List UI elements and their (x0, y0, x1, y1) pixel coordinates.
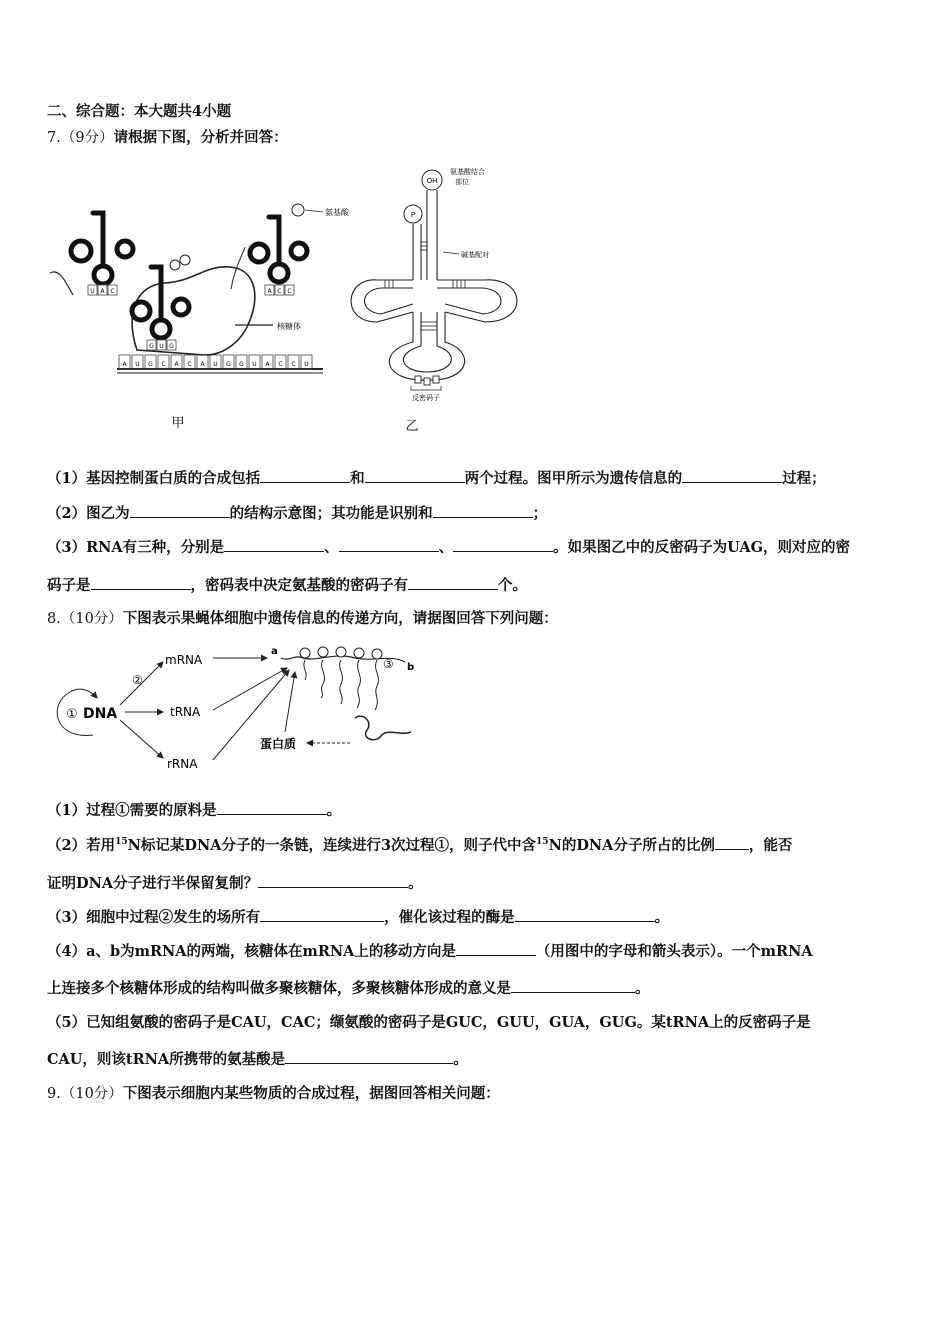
mrna-base: A (174, 361, 179, 368)
trna2-anticodon (147, 340, 176, 350)
figure-q8-gene-expression (45, 640, 425, 775)
q7-part1 (47, 468, 826, 489)
q8-p3-text-b: ，催化该过程的酶是 (384, 909, 515, 926)
q9-stem: 下图表示细胞内某些物质的合成过程，据图回答相关问题： (122, 1085, 500, 1102)
label-binding-site-2: 部位 (455, 178, 469, 186)
polysome-ribosomes (300, 647, 382, 659)
answer-blank[interactable] (285, 1049, 453, 1064)
q9-header (47, 1084, 500, 1104)
answer-blank[interactable] (260, 907, 384, 922)
q7-p3-text-e: 码子是 (47, 577, 91, 594)
q7-p3-text-d: 。如果图乙中的反密码子为UAG，则对应的密 (553, 539, 850, 556)
anticodon-base: C (287, 288, 292, 295)
mrna-base: C (187, 361, 192, 368)
label-p: P (410, 211, 416, 219)
figure-jia-translation (45, 195, 349, 440)
label-binding-site-1: 氨基酸结合 (450, 168, 485, 176)
mrna-bases (119, 355, 312, 369)
q7-p1-text-a: （1）基因控制蛋白质的合成包括 (47, 470, 261, 487)
mrna-base: G (226, 361, 231, 368)
answer-blank[interactable] (408, 575, 498, 590)
q7-p1-text-c: 两个过程。图甲所示为遗传信息的 (464, 470, 683, 487)
q8-p4b-text-a: 上连接多个核糖体形成的结构叫做多聚核糖体，多聚核糖体形成的意义是 (47, 980, 511, 997)
polypeptide-chains (304, 660, 379, 710)
figure-jia-caption: 甲 (171, 416, 185, 431)
label-oh: OH (426, 177, 438, 185)
mrna-base: C (161, 361, 166, 368)
anticodon-base: C (277, 288, 282, 295)
answer-blank[interactable] (715, 835, 749, 850)
figure-yi-trna-structure (335, 162, 535, 437)
answer-blank[interactable] (365, 468, 465, 483)
figure-yi-caption: 乙 (405, 419, 419, 434)
q8-p5b-text-b: 。 (453, 1051, 468, 1068)
trna3-anticodon (265, 285, 294, 295)
q7-part3 (47, 537, 850, 558)
superscript-15: 15 (115, 837, 128, 847)
label-base-pairing: 碱基配对 (461, 251, 489, 259)
mrna-base: U (213, 361, 218, 368)
q8-p4-text-b: （用图中的字母和箭头表示）。一个mRNA (535, 943, 813, 960)
answer-blank[interactable] (511, 978, 635, 993)
q8-part4-cont (47, 978, 650, 999)
q7-p2-text-b: 的结构示意图；其功能是识别和 (229, 505, 433, 522)
mrna-base: U (135, 361, 140, 368)
q8-header (47, 609, 558, 629)
label-step3: ③ (383, 657, 394, 671)
q8-p1-text-b: 。 (326, 802, 342, 819)
mrna-base: G (239, 361, 244, 368)
q7-p3-text-a: （3）RNA有三种，分别是 (47, 539, 225, 556)
answer-blank[interactable] (456, 941, 536, 956)
q9-number: 9. (47, 1086, 61, 1102)
q8-p2b-text-a: 证明DNA分子进行半保留复制？ (47, 875, 259, 892)
q7-p2-text-c: ； (532, 505, 548, 522)
mrna-base: C (291, 361, 296, 368)
label-rrna: rRNA (167, 757, 198, 771)
q7-p2-text-a: （2）图乙为 (47, 505, 130, 522)
q7-part3-cont (47, 575, 527, 596)
q8-p2-text-d: ，能否 (748, 837, 793, 854)
trna-cloverleaf-1 (71, 213, 133, 284)
q8-p2-text-c: N的DNA分子所占的比例 (548, 837, 715, 854)
trna1-anticodon (88, 285, 117, 295)
q8-p5-text-a: （5）已知组氨酸的密码子是CAU，CAC；缬氨酸的密码子是GUC，GUU，GUA，GUG。某tRNA上的反密码子是 (47, 1014, 811, 1031)
label-trna: tRNA (170, 705, 201, 719)
answer-blank[interactable] (217, 800, 327, 815)
mrna-base: A (265, 361, 270, 368)
q7-score: （9分） (60, 130, 114, 146)
superscript-15: 15 (536, 837, 549, 847)
q8-p4-text-a: （4）a、b为mRNA的两端，核糖体在mRNA上的移动方向是 (47, 943, 456, 960)
q7-p3-text-c: 、 (438, 539, 454, 556)
trna-cloverleaf-3 (250, 217, 307, 282)
q7-header (47, 128, 288, 148)
q8-p5b-text-a: CAU，则该tRNA所携带的氨基酸是 (47, 1051, 286, 1068)
q8-p2-text-b: N标记某DNA分子的一条链，连续进行3次过程①，则子代中含 (127, 837, 537, 854)
q8-p1-text-a: （1）过程①需要的原料是 (47, 802, 217, 819)
anticodon-marks (415, 376, 439, 385)
answer-blank[interactable] (515, 907, 655, 922)
label-step2: ② (132, 673, 143, 687)
q8-stem: 下图表示果蝇体细胞中遗传信息的传递方向，请据图回答下列问题： (122, 610, 558, 627)
label-end-a: a (271, 646, 278, 657)
mrna-base: C (278, 361, 283, 368)
anticodon-base: C (110, 288, 115, 295)
anticodon-base: A (267, 288, 272, 295)
trna-outline (351, 190, 517, 380)
answer-blank[interactable] (339, 537, 439, 552)
answer-blank[interactable] (258, 873, 408, 888)
q9-score: （10分） (60, 1086, 123, 1102)
anticodon-base: G (149, 343, 154, 350)
anticodon-base: U (90, 288, 95, 295)
label-end-b: b (407, 662, 415, 673)
anticodon-base: G (169, 343, 174, 350)
q8-p4b-text-b: 。 (635, 980, 650, 997)
q8-part2-cont (47, 873, 423, 894)
q7-number: 7. (47, 130, 61, 146)
label-anticodon: 反密码子 (412, 394, 440, 402)
answer-blank[interactable] (260, 468, 350, 483)
label-amino-acid: 氨基酸 (325, 208, 349, 217)
label-protein: 蛋白质 (260, 737, 297, 751)
section-title: 二、综合题：本大题共4小题 (47, 103, 232, 120)
q7-p1-text-b: 和 (350, 470, 365, 487)
protein-chain (355, 716, 411, 740)
q8-p3-text-c: 。 (654, 909, 670, 926)
anticodon-base: U (159, 343, 164, 350)
q7-p3-text-f: ，密码表中决定氨基酸的密码子有 (190, 577, 408, 594)
q8-p3-text-a: （3）细胞中过程②发生的场所有 (47, 909, 261, 926)
q7-part2 (47, 503, 547, 524)
mrna-base: A (122, 361, 127, 368)
answer-blank[interactable] (224, 537, 324, 552)
q8-p2b-text-b: 。 (408, 875, 423, 892)
mrna-base: A (200, 361, 205, 368)
mrna-base: G (148, 361, 153, 368)
mrna-base: U (252, 361, 257, 368)
q8-score: （10分） (60, 611, 123, 627)
answer-blank[interactable] (91, 575, 191, 590)
q8-part2 (47, 835, 792, 856)
label-step1: ① (66, 707, 78, 722)
q8-part5 (47, 1013, 811, 1033)
answer-blank[interactable] (433, 503, 533, 518)
answer-blank[interactable] (682, 468, 782, 483)
q7-p3-text-g: 个。 (498, 577, 527, 594)
label-ribosome: 核糖体 (277, 322, 301, 331)
anticodon-base: A (100, 288, 105, 295)
q8-p2-text-a: （2）若用 (47, 837, 116, 854)
q7-p1-text-d: 过程； (782, 470, 826, 487)
q8-number: 8. (47, 611, 61, 627)
q8-part5-cont (47, 1049, 468, 1070)
label-dna: DNA (83, 706, 118, 722)
mrna-base: U (304, 361, 309, 368)
q7-stem: 请根据下图，分析并回答： (113, 129, 288, 146)
q8-part1 (47, 800, 341, 821)
q8-part4 (47, 941, 813, 962)
answer-blank[interactable] (130, 503, 230, 518)
label-mrna: mRNA (165, 653, 203, 667)
answer-blank[interactable] (453, 537, 553, 552)
q8-part3 (47, 907, 669, 928)
q7-p3-text-b: 、 (324, 539, 339, 556)
trna-cloverleaf-2 (132, 267, 189, 338)
